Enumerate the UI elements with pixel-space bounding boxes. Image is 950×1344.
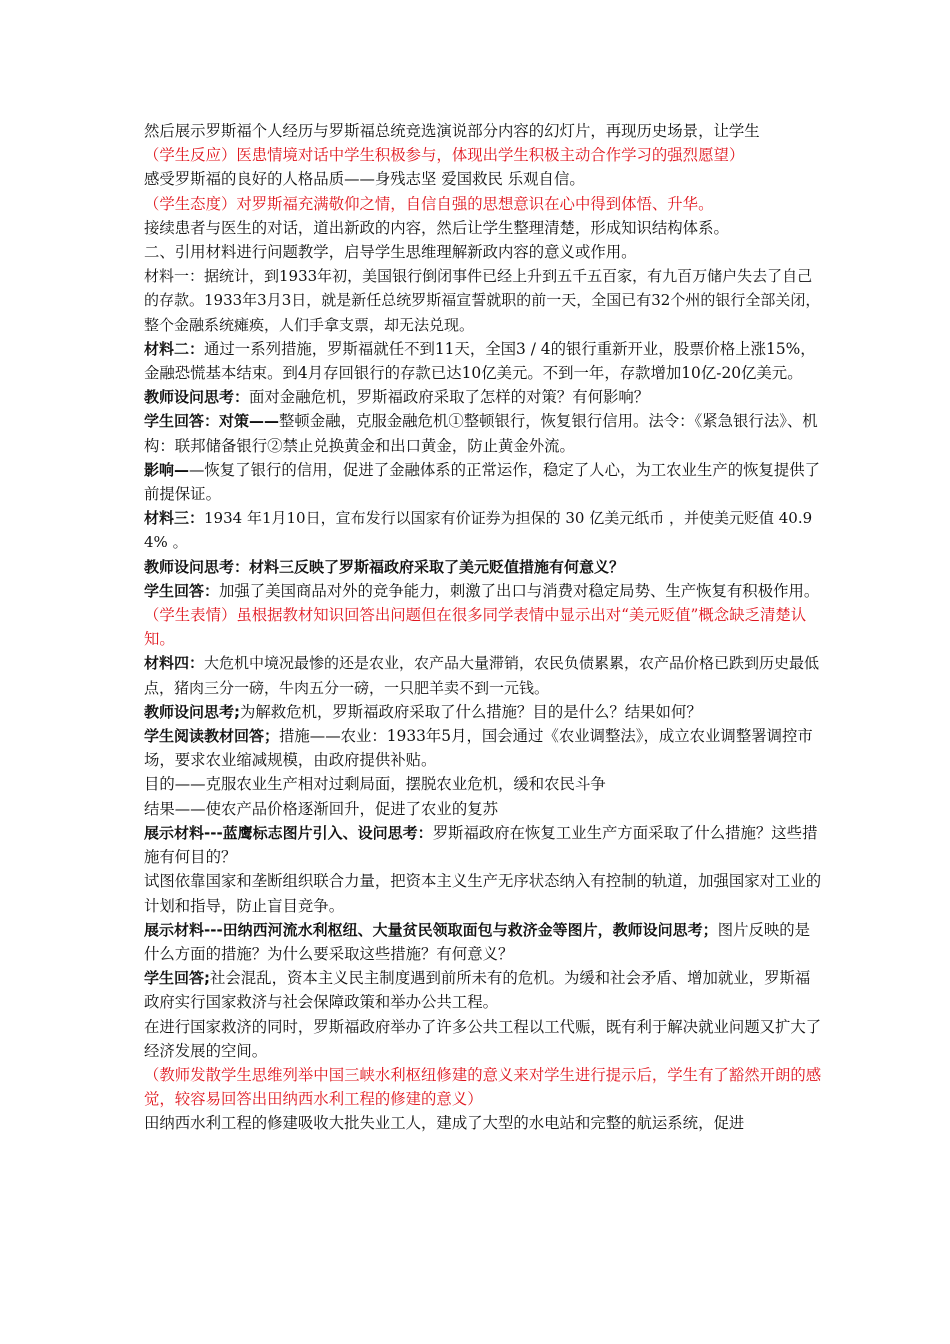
material-three: [144, 506, 824, 554]
show-material-one-text: 罗斯福政府在恢复工业生产方面采取了什么措施？这些措施有何目的？: [144, 823, 818, 867]
material-four-text: 大危机中境况最惨的还是农业，农产品大量滞销，农民负债累累，农产品价格已跌到历史最低点，猪肉三分一磅，牛肉五分一磅，一只肥羊卖不到一元钱。: [144, 654, 820, 697]
document-body: [144, 119, 824, 1136]
teacher-question-two: 教师设问思考：材料三反映了罗斯福政府采取了美元贬值措施有何意义？: [144, 557, 625, 576]
show-material-two-label: 展示材料---田纳西河流水利枢纽、大量贫民领取面包与救济金等图片，教师设问思考；: [144, 920, 718, 939]
material-one: 材料一：据统计，到1933年初，美国银行倒闭事件已经上升到五千五百家，有九百万储户失去了自己的存款。1933年3月3日，就是新任总统罗斯福宣誓就职的前一天，全国已有32个州的银行全部关闭，整个金融系统瘫痪，人们手拿支票，却无法兑现。: [144, 267, 821, 334]
public-works-paragraph: 在进行国家救济的同时，罗斯福政府举办了许多公共工程以工代赈，既有利于解决就业问题又扩大了经济发展的空间。: [144, 1017, 822, 1060]
student-answer-two: [144, 579, 824, 603]
impact-label: 影响—: [144, 460, 190, 479]
student-answer-three: [144, 724, 824, 772]
tva-paragraph: 田纳西水利工程的修建吸收大批失业工人，建成了大型的水电站和完整的航运系统，促进: [144, 1114, 745, 1133]
show-material-one: [144, 821, 824, 869]
teacher-question-one: [144, 385, 824, 409]
goal-line: 目的——克服农业生产相对过剩局面，摆脱农业危机，缓和农民斗争: [144, 775, 606, 794]
industry-answer: 试图依靠国家和垄断组织联合力量，把资本主义生产无序状态纳入有控制的轨道，加强国家对工业的计划和指导，防止盲目竞争。: [144, 872, 822, 915]
material-four: [144, 651, 824, 699]
teacher-question-three-text: 为解救危机，罗斯福政府采取了什么措施？目的是什么？结果如何？: [240, 702, 702, 721]
paragraph-dialogue: 接续患者与医生的对话，道出新政的内容，然后让学生整理清楚，形成知识结构体系。: [144, 218, 729, 237]
teacher-question-three-label: 教师设问思考;: [144, 702, 240, 721]
annotation-student-expression: （学生表情）虽根据教材知识回答出问题但在很多同学表情中显示出对“美元贬值”概念缺乏清楚认知。: [144, 606, 807, 649]
annotation-teacher-prompt: （教师发散学生思维列举中国三峡水利枢纽修建的意义来对学生进行提示后，学生有了豁然开朗的感觉，较容易回答出田纳西水利工程的修建的意义）: [144, 1065, 822, 1109]
student-answer-three-text: 措施——农业：1933年5月，国会通过《农业调整法》，成立农业调整署调控市场，要求农业缩减规模，由政府提供补贴。: [144, 727, 813, 770]
student-answer-two-label: 学生回答：: [144, 581, 220, 600]
teacher-question-three: [144, 700, 824, 724]
student-answer-text: 整顿金融，克服金融危机①整顿银行，恢复银行信用。法令：《紧急银行法》、机构：联邦储备银行②禁止兑换黄金和出口黄金，防止黄金外流。: [144, 412, 818, 455]
section-heading-two: 二、引用材料进行问题教学，启导学生思维理解新政内容的意义或作用。: [144, 243, 637, 262]
teacher-question-label: 教师设问思考：: [144, 388, 250, 407]
impact-text: —恢复了银行的信用，促进了金融体系的正常运作，稳定了人心，为工农业生产的恢复提供了前提保证。: [144, 460, 821, 504]
show-material-two-text: 图片反映的是什么方面的措施？为什么要采取这些措施？有何意义？: [144, 920, 811, 963]
material-four-label: 材料四：: [144, 654, 205, 673]
material-two-text: 通过一系列措施，罗斯福就任不到11天，全国3 / 4的银行重新开业，股票价格上涨15%，金融恐慌基本结束。到4月存回银行的存款已达10亿美元。不到一年，存款增加10亿-20亿美元。: [144, 339, 816, 383]
material-two: [144, 337, 824, 385]
student-answer-two-text: 加强了美国商品对外的竞争能力，刺激了出口与消费对稳定局势、生产恢复有积极作用。: [219, 581, 820, 600]
student-answer-four-label: 学生回答;: [144, 969, 210, 988]
teacher-question-text: 面对金融危机，罗斯福政府采取了怎样的对策？有何影响？: [249, 388, 650, 407]
student-answer-one: [144, 409, 824, 457]
material-two-label: 材料二：: [144, 339, 205, 358]
material-three-label: 材料三：: [144, 509, 205, 528]
result-line: 结果——使农产品价格逐渐回升，促进了农业的复苏: [144, 799, 498, 818]
show-material-two: [144, 918, 824, 966]
student-answer-four-text: 社会混乱，资本主义民主制度遇到前所未有的危机。为缓和社会矛盾、增加就业，罗斯福政府实行国家救济与社会保障政策和举办公共工程。: [144, 969, 811, 1012]
show-material-one-label: 展示材料---蓝鹰标志图片引入、设问思考：: [144, 823, 433, 842]
paragraph-quality: 感受罗斯福的良好的人格品质——身残志坚 爱国救民 乐观自信。: [144, 170, 585, 189]
annotation-student-reaction: （学生反应）医患情境对话中学生积极参与，体现出学生积极主动合作学习的强烈愿望）: [144, 146, 745, 165]
student-answer-four: [144, 966, 824, 1014]
student-answer-three-label: 学生阅读教材回答；: [144, 727, 280, 746]
annotation-student-attitude: （学生态度）对罗斯福充满敬仰之情，自信自强的思想意识在心中得到体悟、升华。: [144, 194, 714, 213]
student-answer-label: 学生回答：对策——: [144, 412, 280, 431]
impact-paragraph: [144, 458, 824, 506]
paragraph-intro: 然后展示罗斯福个人经历与罗斯福总统竞选演说部分内容的幻灯片，再现历史场景，让学生: [144, 122, 760, 140]
material-three-text: 1934 年1月10日，宣布发行以国家有价证券为担保的 30 亿美元纸币 ，并使美元贬值 40.94% 。: [144, 509, 813, 552]
